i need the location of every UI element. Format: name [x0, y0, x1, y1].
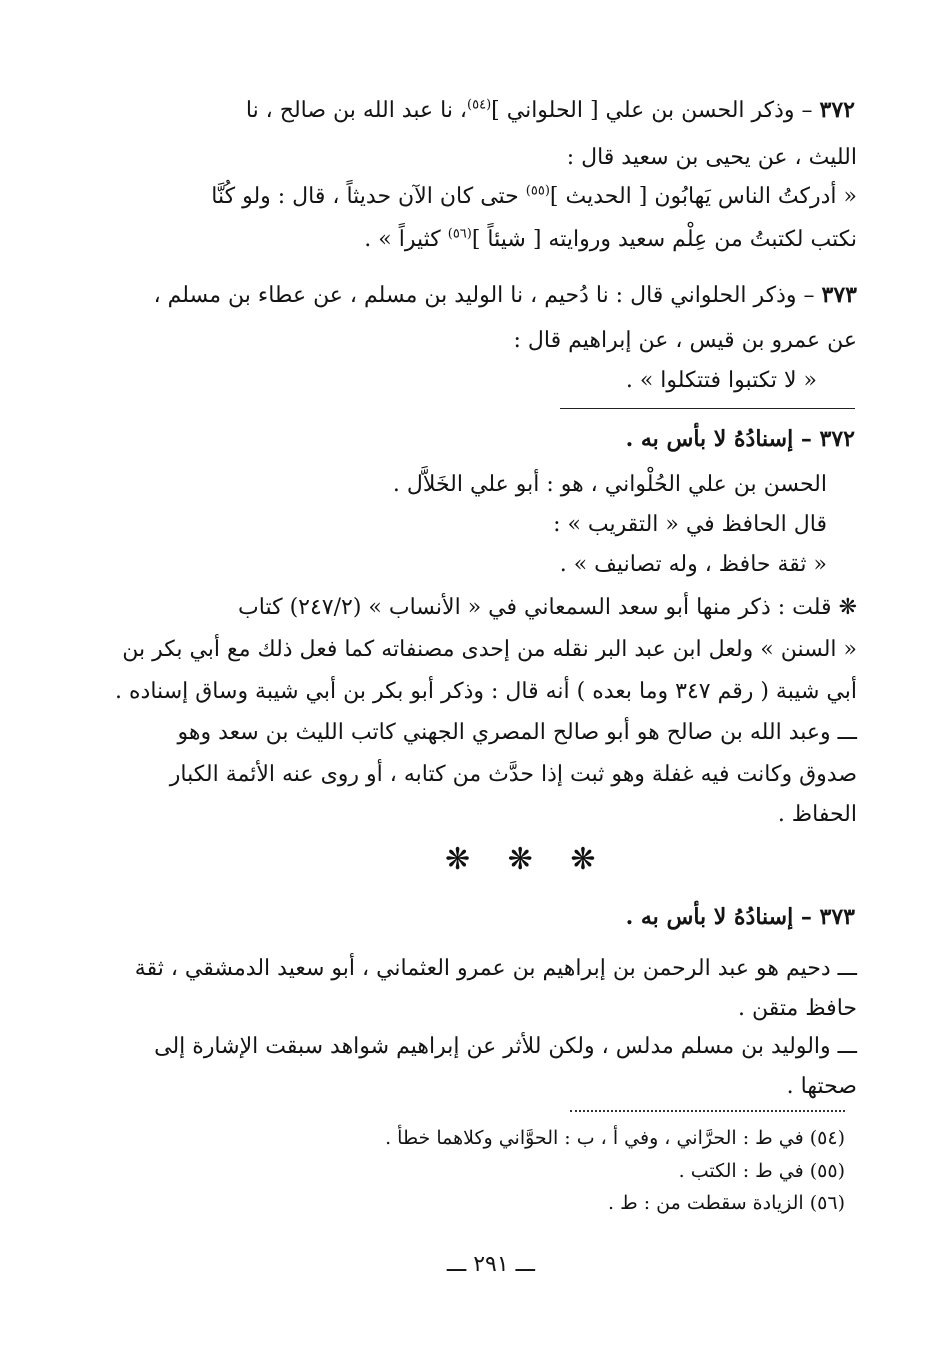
- footnote-ref: (٥٤): [467, 97, 492, 113]
- entry-number: ٣٧٣: [821, 282, 857, 308]
- star-separator: ❋ ❋ ❋: [445, 842, 610, 877]
- commentary-373-line-4: صحتها .: [786, 1074, 857, 1099]
- entry-372-line-4: نكتب لكتبتُ من عِلْم سعيد وروايته [ شيئاً ]$^{(٥٦)}$ كثيراً » .: [364, 226, 857, 252]
- commentary-372-line-5: « السنن » ولعل ابن عبد البر نقله من إحدى مصنفاته كما فعل ذلك مع أبي بكر بن: [122, 637, 857, 662]
- footnote-divider: [570, 1110, 845, 1112]
- entry-372-line-2: الليث ، عن يحيى بن سعيد قال :: [566, 145, 857, 170]
- commentary-372-line-3: « ثقة حافظ ، وله تصانيف » .: [559, 552, 827, 577]
- commentary-372-heading: ٣٧٢ – إسنادُهُ لا بأس به .: [625, 426, 855, 452]
- entry-372-line-3: « أدركتُ الناس يَهابُون [ الحديث ]$^{(٥٥)}$ حتى كان الآن حديثاً ، قال : ولو كُنَّا: [211, 183, 857, 209]
- commentary-372-line-6: أبي شيبة ( رقم ٣٤٧ وما بعده ) أنه قال : وذكر أبو بكر بن أبي شيبة وساق إسناده .: [115, 679, 857, 704]
- commentary-372-line-1: الحسن بن علي الحُلْواني ، هو : أبو علي الخَلاَّل .: [392, 472, 827, 497]
- entry-373-line-3: « لا تكتبوا فتتكلوا » .: [625, 368, 817, 393]
- commentary-372-line-4: ❋ قلت : ذكر منها أبو سعد السمعاني في « الأنساب » (٢٤٧/٢) كتاب: [238, 595, 857, 620]
- section-divider: [560, 408, 855, 409]
- footnote-55: (٥٥) في ط : الكتب .: [678, 1160, 845, 1182]
- commentary-373-heading: ٣٧٣ – إسنادُهُ لا بأس به .: [625, 904, 855, 930]
- entry-373-line-1: ٣٧٣ – وذكر الحلواني قال : نا دُحيم ، نا الوليد بن مسلم ، عن عطاء بن مسلم ،: [153, 282, 857, 308]
- page-number: ـــ ٢٩١ ـــ: [446, 1252, 535, 1277]
- footnote-54: (٥٤) في ط : الحرَّاني ، وفي أ ، ب : الحوَّاني وكلاهما خطأ .: [385, 1127, 845, 1149]
- entry-number: ٣٧٢: [819, 97, 855, 123]
- commentary-373-line-3: ـــ والوليد بن مسلم مدلس ، ولكن للأثر عن إبراهيم شواهد سبقت الإشارة إلى: [154, 1034, 857, 1059]
- commentary-372-line-9: الحفاظ .: [777, 802, 857, 827]
- footnote-ref: (٥٦): [447, 226, 472, 242]
- footnote-ref: (٥٥): [525, 183, 550, 199]
- commentary-372-line-8: صدوق وكانت فيه غفلة وهو ثبت إذا حدَّث من كتابه ، أو روى عنه الأئمة الكبار: [169, 762, 857, 787]
- entry-373-line-2: عن عمرو بن قيس ، عن إبراهيم قال :: [513, 328, 857, 353]
- commentary-373-line-1: ـــ دحيم هو عبد الرحمن بن إبراهيم بن عمرو العثماني ، أبو سعيد الدمشقي ، ثقة: [134, 956, 857, 981]
- commentary-372-line-2: قال الحافظ في « التقريب » :: [553, 512, 827, 537]
- footnote-56: (٥٦) الزيادة سقطت من : ط .: [608, 1192, 845, 1214]
- commentary-372-line-7: ـــ وعبد الله بن صالح هو أبو صالح المصري الجهني كاتب الليث بن سعد وهو: [177, 720, 857, 745]
- commentary-373-line-2: حافظ متقن .: [738, 996, 857, 1021]
- entry-372-line-1: ٣٧٢ – وذكر الحسن بن علي [ الحلواني ]$^{(٥٤)}$، نا عبد الله بن صالح ، نا: [245, 97, 855, 123]
